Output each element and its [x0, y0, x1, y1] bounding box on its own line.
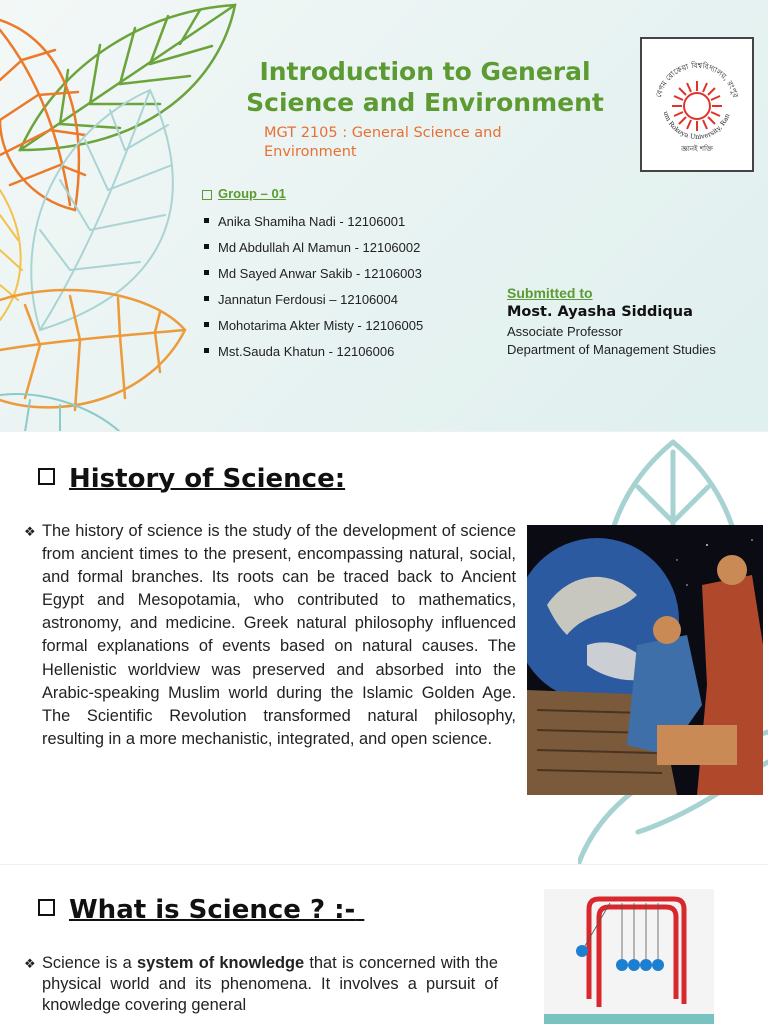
university-logo: [640, 37, 754, 172]
svg-text:জ্ঞানই শক্তি: জ্ঞানই শক্তি: [681, 145, 713, 153]
list-item: Jannatun Ferdousi – 12106004: [204, 290, 423, 316]
what-is-science-heading: What is Science ? :-: [38, 895, 364, 925]
supervisor-department: Department of Management Studies: [507, 342, 716, 357]
list-item: Anika Shamiha Nadi - 12106001: [204, 212, 423, 238]
svg-text:বেগম রোকেয়া বিশ্ববিদ্যালয়, রংপ: বেগম রোকেয়া বিশ্ববিদ্যালয়, রংপুর: [653, 60, 741, 99]
history-illustration: [527, 525, 763, 795]
svg-text:Begum Rokeya University, Rangp: um Rokeya University, Ran: [661, 110, 732, 141]
supervisor-title: Associate Professor: [507, 324, 623, 339]
diamond-bullet-icon: ❖: [24, 956, 36, 971]
course-subtitle: MGT 2105 : General Science and Environment: [264, 125, 502, 160]
history-slide: [0, 432, 768, 865]
submitted-to-label: Submitted to: [507, 285, 593, 301]
member-list: [204, 212, 423, 368]
history-heading: History of Science:: [38, 464, 345, 494]
checkbox-square-icon: [38, 468, 55, 485]
checkbox-square-icon: [202, 190, 212, 200]
newtons-cradle-illustration: [544, 889, 714, 1024]
science-paragraph: ❖ Science is a system of knowledge that is concerned with the physical world and its phenomena. It involves a pursuit of knowledge covering general: [24, 954, 498, 1014]
list-item: Md Sayed Anwar Sakib - 12106003: [204, 264, 423, 290]
diamond-bullet-icon: ❖: [24, 524, 36, 539]
supervisor-name: Most. Ayasha Siddiqua: [507, 304, 693, 320]
list-item: Mst.Sauda Khatun - 12106006: [204, 342, 423, 368]
history-paragraph: ❖ The history of science is the study of the development of science from ancient times to the present, encompassing natural, social, and formal branches. Its roots can be traced back to Ancient Egypt and Mesopotamia, who contributed to mathematics, astronomy, and medicine. Greek natural philosophy influenced formal explanations of events based on natural causes. The Hellenistic worldview was preserved and absorbed into the Arabic-speaking Muslim world during the Islamic Golden Age. The Scientific Revolution transformed natural philosophy, resulting in a more mechanistic, integrated, and open science.: [24, 522, 516, 748]
what-is-science-slide: [0, 865, 768, 1024]
title-line-1: Introduction to General: [259, 57, 591, 86]
title-slide: [0, 0, 768, 432]
logo-emblem: [642, 39, 752, 170]
list-item: Mohotarima Akter Misty - 12106005: [204, 316, 423, 342]
checkbox-square-icon: [38, 899, 55, 916]
group-heading: Group – 01: [202, 186, 286, 201]
page-title: [200, 56, 650, 118]
title-line-2: Science and Environment: [246, 88, 604, 117]
list-item: Md Abdullah Al Mamun - 12106002: [204, 238, 423, 264]
